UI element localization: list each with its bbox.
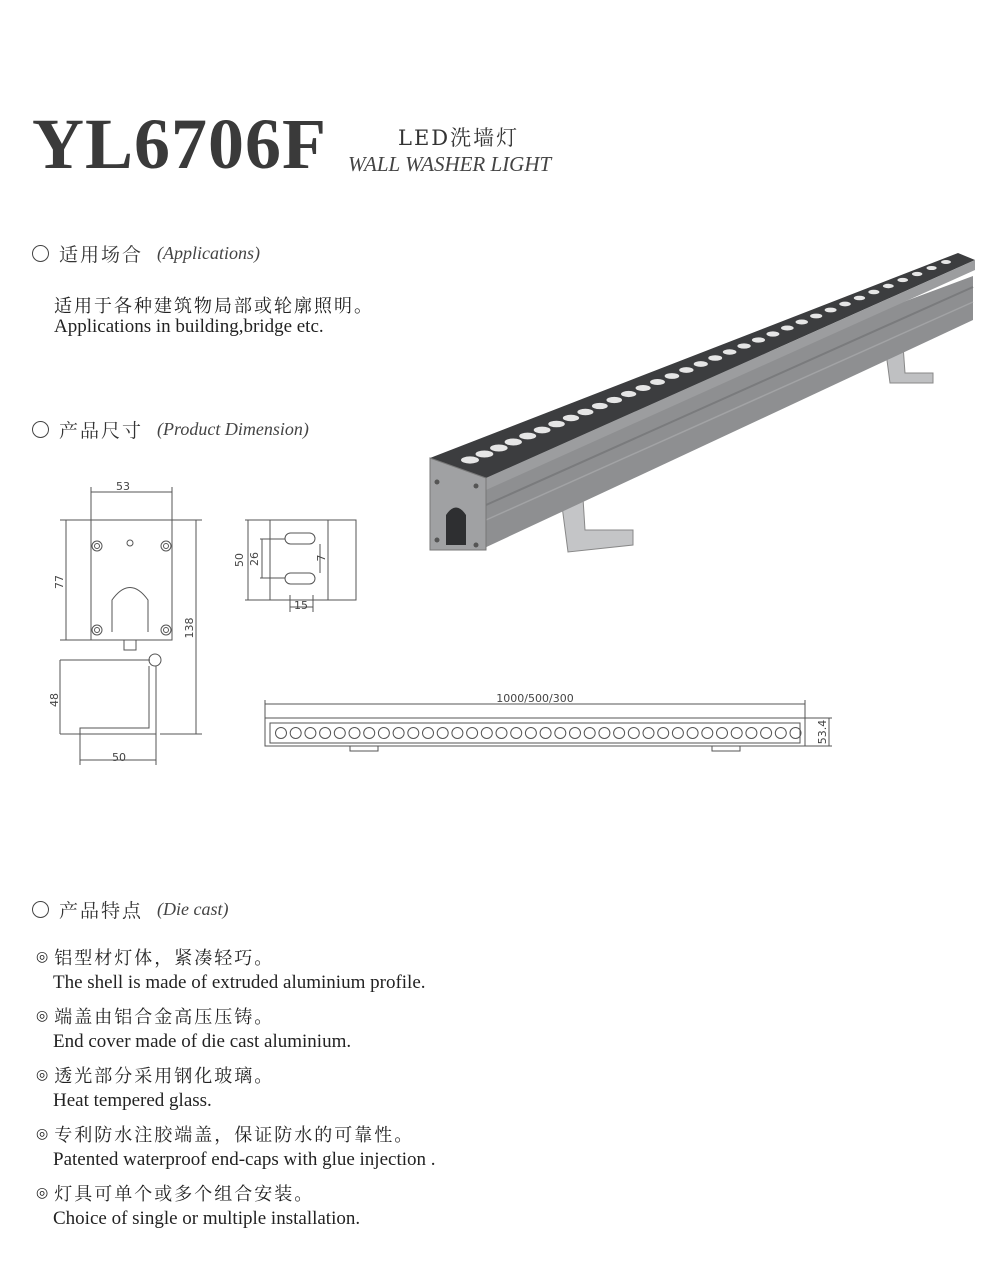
- led-lens: [519, 433, 536, 440]
- led-circle: [555, 728, 566, 739]
- led-circle: [378, 728, 389, 739]
- bullet-icon: ◎: [36, 1067, 51, 1083]
- led-circle: [305, 728, 316, 739]
- led-circle: [775, 728, 786, 739]
- features-heading-en: (Die cast): [157, 899, 229, 919]
- led-lens: [461, 456, 479, 463]
- led-circle: [658, 728, 669, 739]
- led-lens: [650, 379, 665, 385]
- product-subtitle-cn: LED洗墙灯: [398, 126, 520, 150]
- bullet-icon: ◎: [36, 1008, 51, 1024]
- led-circle: [702, 728, 713, 739]
- led-lens: [868, 290, 879, 294]
- product-image: [420, 240, 980, 570]
- dim-bracket-width: 50: [112, 751, 126, 764]
- led-lens: [912, 272, 922, 276]
- led-circle: [614, 728, 625, 739]
- led-circle: [599, 728, 610, 739]
- feature-cn: 灯具可单个或多个组合安装。: [54, 1184, 315, 1205]
- led-circle: [643, 728, 654, 739]
- product-model: YL6706F: [32, 104, 327, 184]
- led-lens: [796, 320, 808, 325]
- led-circles: [276, 728, 802, 739]
- led-lens: [839, 302, 851, 307]
- led-lens: [534, 427, 551, 434]
- circle-icon: [32, 245, 49, 262]
- led-lens: [926, 266, 936, 270]
- led-circle: [423, 728, 434, 739]
- bullet-icon: ◎: [36, 949, 51, 965]
- led-lens: [825, 308, 837, 313]
- length-drawing: [255, 685, 840, 755]
- bullet-icon: ◎: [36, 1126, 51, 1142]
- led-circle: [628, 728, 639, 739]
- feature-item: [36, 1003, 436, 1053]
- led-circle: [672, 728, 683, 739]
- front-view-drawing: [50, 470, 220, 770]
- led-lens: [708, 355, 722, 361]
- feature-en: Choice of single or multiple installation.: [53, 1208, 361, 1229]
- led-lens: [723, 349, 737, 354]
- feature-item: [36, 1121, 436, 1171]
- feature-cn: 专利防水注胶端盖，保证防水的可靠性。: [54, 1125, 415, 1146]
- led-circle: [790, 728, 801, 739]
- led-circle: [364, 728, 375, 739]
- led-circle: [525, 728, 536, 739]
- feature-cn: 铝型材灯体，紧凑轻巧。: [54, 948, 275, 969]
- led-circle: [496, 728, 507, 739]
- applications-heading: [32, 240, 260, 267]
- led-lens: [665, 373, 680, 379]
- led-circle: [452, 728, 463, 739]
- circle-icon: [32, 901, 49, 918]
- led-circle: [408, 728, 419, 739]
- led-circle: [393, 728, 404, 739]
- led-circle: [687, 728, 698, 739]
- led-lens: [752, 337, 765, 342]
- dim-clip-inner: 26: [248, 552, 261, 566]
- dim-bracket-height: 48: [48, 693, 61, 707]
- feature-en: The shell is made of extruded aluminium profile.: [53, 972, 426, 993]
- led-lens: [490, 444, 508, 451]
- led-lens: [476, 450, 494, 457]
- led-lens: [883, 284, 894, 288]
- led-circle: [320, 728, 331, 739]
- features-heading: [32, 896, 229, 923]
- feature-en: Heat tempered glass.: [53, 1090, 212, 1111]
- feature-cn: 端盖由铝合金高压压铸。: [54, 1007, 275, 1028]
- clip-drawing: [230, 515, 365, 615]
- led-lens: [592, 403, 608, 409]
- led-circle: [717, 728, 728, 739]
- applications-heading-en: (Applications): [157, 243, 260, 263]
- led-lens: [941, 260, 951, 264]
- led-circle: [584, 728, 595, 739]
- dim-bar-height: 53.4: [816, 719, 829, 745]
- dim-clip-outer: 50: [233, 553, 246, 567]
- led-circle: [334, 728, 345, 739]
- dim-height-upper: 77: [53, 575, 66, 589]
- led-lens: [694, 361, 708, 367]
- led-circle: [540, 728, 551, 739]
- led-lens: [577, 409, 593, 415]
- led-lens: [548, 421, 565, 428]
- led-circle: [761, 728, 772, 739]
- dimension-heading-en: (Product Dimension): [157, 419, 309, 439]
- led-circle: [511, 728, 522, 739]
- feature-item: [36, 944, 436, 994]
- led-lens: [897, 278, 908, 282]
- feature-item: [36, 1180, 436, 1230]
- applications-text-cn: 适用于各种建筑物局部或轮廓照明。: [54, 296, 374, 317]
- led-lens: [679, 367, 693, 373]
- led-circle: [570, 728, 581, 739]
- led-lens: [737, 343, 750, 348]
- applications-heading-cn: 适用场合: [59, 244, 144, 266]
- led-lens: [781, 325, 794, 330]
- led-circle: [481, 728, 492, 739]
- dim-height-total: 138: [183, 617, 196, 639]
- led-lens: [854, 296, 865, 301]
- dimension-heading-cn: 产品尺寸: [59, 420, 144, 442]
- led-lens: [563, 415, 579, 422]
- feature-en: Patented waterproof end-caps with glue injection .: [53, 1149, 436, 1170]
- led-lens: [505, 439, 522, 446]
- led-lens: [766, 331, 779, 336]
- led-circle: [290, 728, 301, 739]
- dim-width-top: 53: [116, 480, 130, 493]
- product-subtitle-en: WALL WASHER LIGHT: [348, 152, 552, 176]
- led-circle: [731, 728, 742, 739]
- feature-item: [36, 1062, 436, 1112]
- feature-cn: 透光部分采用钢化玻璃。: [54, 1066, 275, 1087]
- led-lens: [621, 391, 636, 397]
- led-lens: [606, 397, 622, 403]
- led-circle: [437, 728, 448, 739]
- led-circle: [276, 728, 287, 739]
- led-circle: [467, 728, 478, 739]
- led-circle: [746, 728, 757, 739]
- dimension-heading: [32, 416, 309, 443]
- feature-en: End cover made of die cast aluminium.: [53, 1031, 352, 1052]
- features-heading-cn: 产品特点: [59, 900, 144, 922]
- led-lens: [636, 385, 651, 391]
- applications-text-en: Applications in building,bridge etc.: [54, 316, 324, 337]
- led-lens: [810, 314, 822, 319]
- led-circle: [349, 728, 360, 739]
- dim-clip-gap: 7: [315, 554, 328, 562]
- bullet-icon: ◎: [36, 1185, 51, 1201]
- features-list: [36, 944, 436, 1239]
- dim-clip-width: 15: [294, 599, 308, 612]
- dim-length: 1000/500/300: [496, 692, 574, 705]
- circle-icon: [32, 421, 49, 438]
